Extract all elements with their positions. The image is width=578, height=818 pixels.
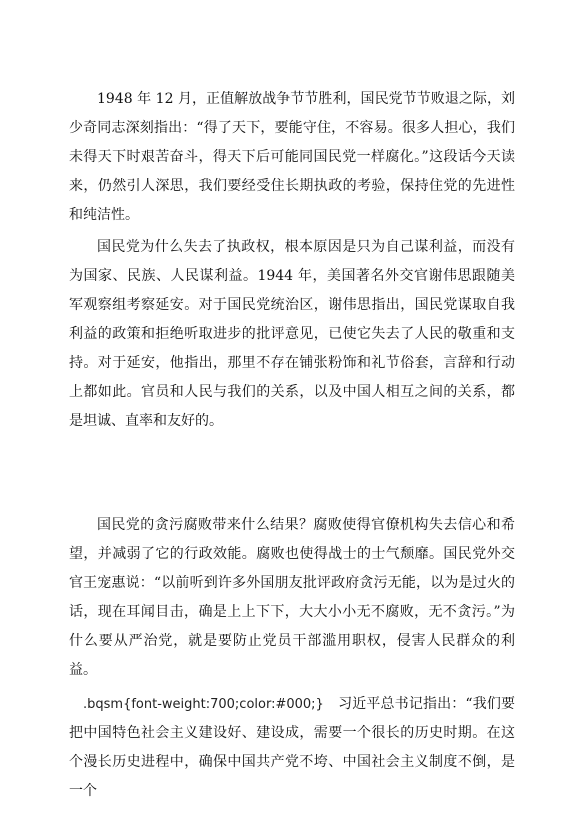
paragraph-2: 国民党为什么失去了执政权，根本原因是只为自己谋利益，而没有为国家、民族、人民谋利益。1944 年，美国著名外交官谢伟思跟随美军观察组考察延安。对于国民党统治区，谢伟思指出，国民党谋取自我利益的政策和拒绝听取进步的批评意见，已使它失去了人民的敬重和支持。对于延安，他指出，那里不存在铺张粉饰和礼节俗套，言辞和行动上都如此。官员和人民与我们的关系，以及中国人相互之间的关系，都是坦诚、直率和友好的。 (69, 239, 515, 429)
paragraph-4-text: 习近平总书记指出：“我们要把中国特色社会主义建设好、建设成，需要一个很长的历史时期。在这个漫长历史进程中，确保中国共产党不垮、中国社会主义制度不倒，是一个 (69, 696, 515, 799)
leaked-css-text: .bqsm{font-weight:700;color:#000;} (83, 697, 324, 712)
paragraph-1: 1948 年 12 月，正值解放战争节节胜利，国民党节节败退之际，刘少奇同志深刻指出：“得了天下，要能守住，不容易。很多人担心，我们未得天下时艰苦奋斗，得天下后可能同国民党一样腐化。”这段话今天读来，仍然引人深思，我们要经受住长期执政的考验，保持住党的先进性和纯洁性。 (69, 91, 515, 223)
paragraph-3: 国民党的贪污腐败带来什么结果？腐败使得官僚机构失去信心和希望，并减弱了它的行政效能。腐败也使得战士的士气颓靡。国民党外交官王宠惠说：“以前听到许多外国朋友批评政府贪污无能，以为是过火的话，现在耳闻目击，确是上上下下，大大小小无不腐败，无不贪污。”为什么要从严治党，就是要防止党员干部滥用职权，侵害人民群众的利益。 (69, 517, 515, 678)
paragraph-4 (69, 690, 515, 806)
